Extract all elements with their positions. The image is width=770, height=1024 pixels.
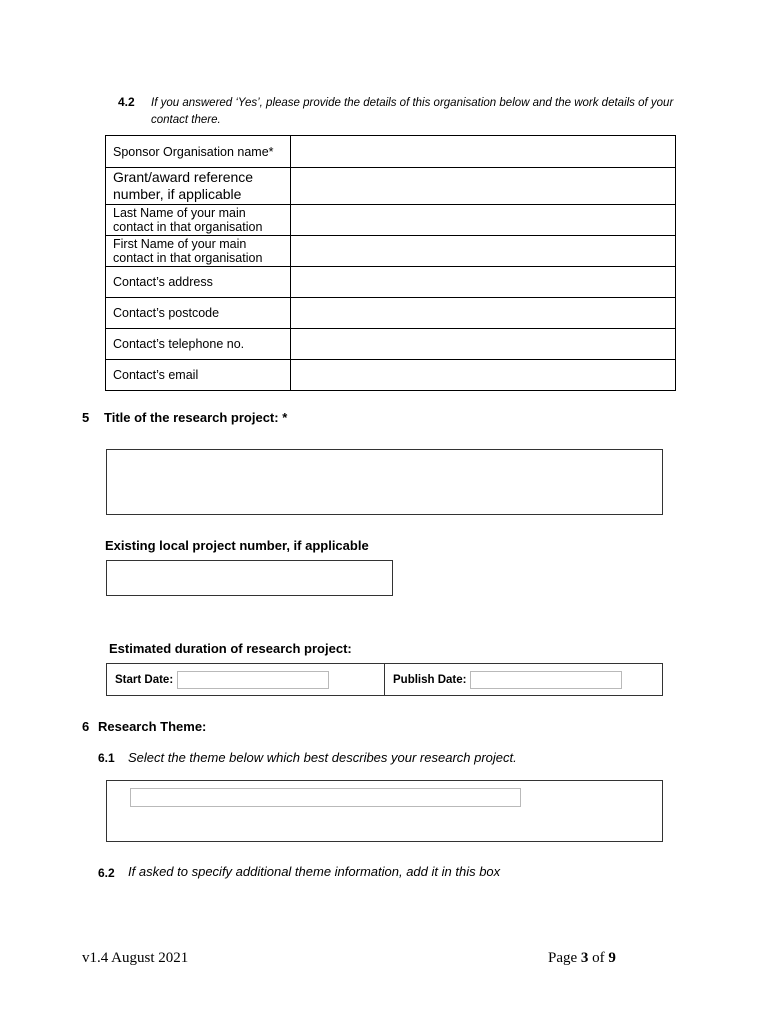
table-row xyxy=(106,236,676,267)
page-total: 9 xyxy=(608,950,616,966)
question-4-2-number: 4.2 xyxy=(118,95,135,109)
table-row xyxy=(106,298,676,329)
publish-date-cell xyxy=(384,664,662,695)
table-row xyxy=(106,136,676,168)
question-5-number: 5 xyxy=(82,410,90,425)
start-date-cell xyxy=(107,664,384,695)
table-row xyxy=(106,168,676,205)
contact-postcode-input[interactable] xyxy=(291,305,675,322)
publish-date-input[interactable] xyxy=(470,671,622,689)
duration-heading: Estimated duration of research project: xyxy=(109,641,352,656)
question-6-2-text: If asked to specify additional theme information, add it in this box xyxy=(128,864,501,879)
contact-email-label: Contact’s email xyxy=(106,360,291,391)
contact-first-name-label: First Name of your main contact in that organisation xyxy=(106,236,291,267)
contact-last-name-label: Last Name of your main contact in that organisation xyxy=(106,205,291,236)
contact-email-input[interactable] xyxy=(291,367,675,384)
contact-address-input[interactable] xyxy=(291,274,675,291)
question-6-number: 6 xyxy=(82,719,90,734)
contact-first-name-input[interactable] xyxy=(291,243,675,260)
contact-last-name-input[interactable] xyxy=(291,212,675,229)
table-row xyxy=(106,360,676,391)
page-number-footer xyxy=(548,950,616,967)
question-6-1-number: 6.1 xyxy=(98,751,115,765)
research-theme-heading: Research Theme: xyxy=(98,719,207,734)
page-label: Page xyxy=(548,950,578,966)
grant-reference-label: Grant/award reference number, if applicable xyxy=(106,168,291,205)
question-6-2-number: 6.2 xyxy=(98,866,115,880)
duration-row xyxy=(106,663,663,696)
local-project-number-input[interactable] xyxy=(106,560,393,596)
sponsor-details-table xyxy=(105,135,676,391)
contact-address-label: Contact’s address xyxy=(106,267,291,298)
question-4-2-text: If you answered ‘Yes’, please provide the details of this organisation below and the work details of your contact there. xyxy=(151,97,674,126)
grant-reference-input[interactable] xyxy=(291,178,675,195)
publish-date-label: Publish Date: xyxy=(393,673,467,686)
table-row xyxy=(106,267,676,298)
theme-select-input[interactable] xyxy=(130,788,521,807)
contact-telephone-input[interactable] xyxy=(291,336,675,353)
research-title-input[interactable] xyxy=(106,449,663,515)
contact-telephone-label: Contact’s telephone no. xyxy=(106,329,291,360)
research-title-heading: Title of the research project: * xyxy=(104,410,288,425)
sponsor-org-name-label: Sponsor Organisation name* xyxy=(106,136,291,168)
start-date-label: Start Date: xyxy=(115,673,174,686)
table-row xyxy=(106,205,676,236)
question-6-1-text: Select the theme below which best describes your research project. xyxy=(128,750,517,765)
local-project-number-label: Existing local project number, if applicable xyxy=(105,538,369,553)
version-footer: v1.4 August 2021 xyxy=(82,950,189,966)
page-of-label: of xyxy=(592,950,605,966)
theme-select-box xyxy=(106,780,663,842)
contact-postcode-label: Contact’s postcode xyxy=(106,298,291,329)
sponsor-org-name-input[interactable] xyxy=(291,143,675,160)
start-date-input[interactable] xyxy=(177,671,329,689)
table-row xyxy=(106,329,676,360)
page-current: 3 xyxy=(580,950,589,966)
